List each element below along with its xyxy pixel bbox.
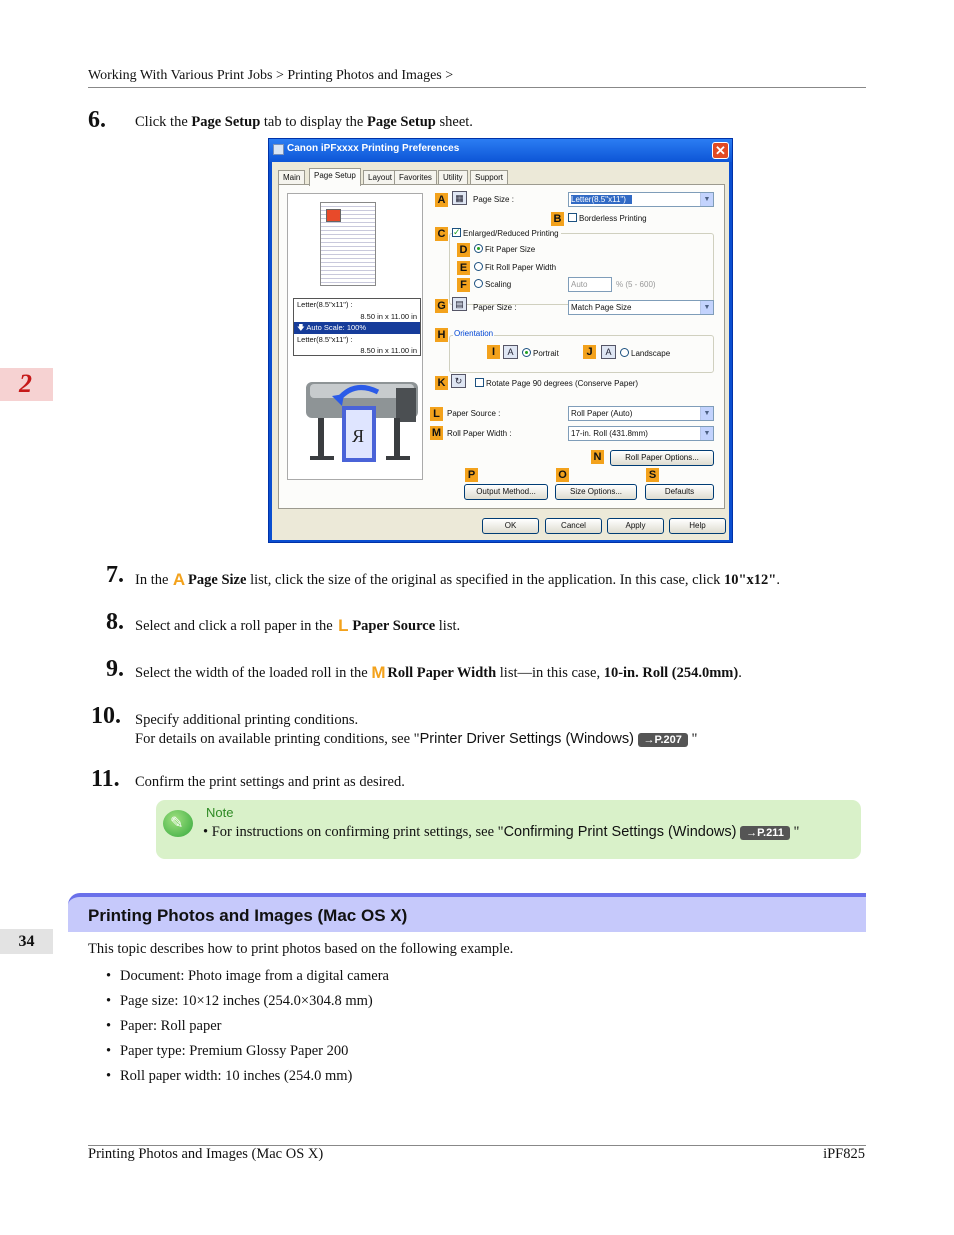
scaling-input[interactable]: Auto (568, 277, 612, 292)
page-size-icon: ▦ (452, 191, 467, 205)
marker-e: E (457, 261, 470, 275)
marker-a: A (435, 193, 448, 207)
page-preview (320, 202, 376, 286)
size-options-button[interactable]: Size Options... (555, 484, 637, 500)
paper-size-label: Paper Size : (473, 303, 517, 312)
marker-s: S (646, 468, 659, 482)
paper-orientation-glyph: R (351, 426, 364, 446)
list-item: • Paper: Roll paper (106, 1017, 389, 1042)
dialog-body (272, 162, 729, 540)
paper-source-label: Paper Source : (447, 409, 501, 418)
list-item: • Document: Photo image from a digital camera (106, 967, 389, 992)
step-number: 10. (91, 703, 121, 729)
help-button[interactable]: Help (669, 518, 726, 534)
scaling-radio[interactable]: Scaling (474, 279, 511, 291)
page-setup-panel (278, 184, 725, 509)
paper-size-icon: ▤ (452, 297, 467, 311)
note-box (156, 800, 861, 859)
tab-page-setup[interactable]: Page Setup (309, 168, 361, 186)
output-size-value: 8.50 in x 11.00 in (360, 346, 417, 355)
tab-main[interactable]: Main (278, 170, 305, 185)
footer-section-title: Printing Photos and Images (Mac OS X) (88, 1146, 324, 1162)
note-title: Note (206, 805, 234, 820)
step-number: 9. (106, 656, 124, 682)
tab-support[interactable]: Support (470, 170, 508, 185)
step-text: Select the width of the loaded roll in the M Roll Paper Width list—in this case, 10-in. Roll (254.0mm). (135, 663, 742, 682)
scaling-range: % (5 - 600) (616, 280, 656, 289)
note-text: • For instructions on confirming print settings, see "Confirming Print Settings (Windows) →P.211 " (203, 824, 800, 840)
marker-f: F (457, 278, 470, 292)
orientation-label: Orientation (454, 329, 494, 338)
pencil-icon (163, 810, 193, 837)
page-size-select[interactable]: Letter(8.5"x11") ▼ (568, 192, 714, 207)
marker-m-ref: M (371, 663, 386, 682)
output-method-button[interactable]: Output Method... (464, 484, 548, 500)
cancel-button[interactable]: Cancel (545, 518, 602, 534)
chevron-down-icon: ▼ (700, 427, 713, 440)
step-number: 11. (91, 766, 120, 792)
confirming-settings-link[interactable]: Confirming Print Settings (Windows) (503, 824, 737, 840)
borderless-checkbox[interactable]: Borderless Printing (568, 213, 647, 225)
close-button[interactable]: ✕ (712, 142, 729, 159)
marker-g: G (435, 299, 448, 313)
page-size-label: Page Size : (473, 195, 514, 204)
settings-preview (287, 193, 423, 480)
paper-source-select[interactable]: Roll Paper (Auto) ▼ (568, 406, 714, 421)
step-text: Specify additional printing conditions. (135, 712, 359, 728)
marker-o: O (556, 468, 569, 482)
chapter-tab[interactable] (0, 368, 53, 401)
roll-paper-options-button[interactable]: Roll Paper Options... (610, 450, 714, 466)
apply-button[interactable]: Apply (607, 518, 664, 534)
marker-b: B (551, 212, 564, 226)
step-text: Confirm the print settings and print as desired. (135, 774, 405, 790)
tab-layout[interactable]: Layout (363, 170, 397, 185)
marker-l-ref: L (338, 616, 349, 635)
header-rule (88, 87, 866, 88)
roll-width-label: Roll Paper Width : (447, 429, 512, 438)
marker-c: C (435, 227, 448, 241)
section-title: Printing Photos and Images (Mac OS X) (88, 906, 408, 925)
step-text: Select and click a roll paper in the L Paper Source list. (135, 616, 461, 635)
marker-j: J (583, 345, 596, 359)
list-item: • Roll paper width: 10 inches (254.0 mm) (106, 1067, 389, 1092)
tab-favorites[interactable]: Favorites (394, 170, 437, 185)
printer-driver-settings-link[interactable]: Printer Driver Settings (Windows) (419, 731, 634, 747)
auto-scale-indicator: 🡇 Auto Scale: 100% (294, 322, 420, 334)
breadcrumb: Working With Various Print Jobs > Printing Photos and Images > (88, 68, 454, 83)
output-size-label: Letter(8.5"x11") : (297, 334, 353, 344)
defaults-button[interactable]: Defaults (645, 484, 714, 500)
fit-paper-size-radio[interactable]: Fit Paper Size (474, 244, 535, 256)
fit-roll-width-radio[interactable]: Fit Roll Paper Width (474, 262, 556, 274)
step-number: 6. (88, 107, 106, 133)
size-info (293, 298, 421, 356)
roll-width-select[interactable]: 17-in. Roll (431.8mm) ▼ (568, 426, 714, 441)
chevron-down-icon: ▼ (700, 407, 713, 420)
paper-size-select[interactable]: Match Page Size ▼ (568, 300, 714, 315)
marker-k: K (435, 376, 448, 390)
photo-thumbnail (326, 209, 341, 222)
example-list (106, 967, 389, 1092)
ok-button[interactable]: OK (482, 518, 539, 534)
footer-model: iPF825 (823, 1146, 865, 1162)
step-number: 7. (106, 562, 124, 588)
tab-utility[interactable]: Utility (438, 170, 468, 185)
printing-preferences-dialog (268, 138, 733, 543)
list-item: • Paper type: Premium Glossy Paper 200 (106, 1042, 389, 1067)
marker-m: M (431, 427, 442, 439)
marker-a-ref: A (172, 570, 186, 589)
chapter-number: 2 (19, 369, 32, 398)
printer-illustration (296, 370, 420, 470)
rotate-page-icon: ↻ (451, 374, 466, 388)
step-text: Click the Page Setup tab to display the Page Setup sheet. (135, 114, 473, 130)
landscape-radio[interactable]: Landscape (620, 348, 670, 360)
section-heading (68, 893, 866, 932)
step-detail: For details on available printing conditions, see "Printer Driver Settings (Windows) →P.207 " (135, 731, 698, 747)
step-number: 8. (106, 609, 124, 635)
landscape-icon: A (601, 345, 616, 359)
printer-icon (273, 144, 284, 155)
portrait-icon: A (503, 345, 518, 359)
chevron-down-icon: ▼ (700, 193, 713, 206)
list-item: • Page size: 10×12 inches (254.0×304.8 mm) (106, 992, 389, 1017)
enlarged-checkbox[interactable]: ✓ Enlarged/Reduced Printing (452, 228, 561, 240)
page-ref-badge[interactable]: →P.211 (740, 826, 790, 840)
dialog-title: Canon iPFxxxx Printing Preferences (287, 143, 460, 154)
chevron-down-icon: ▼ (700, 301, 713, 314)
dialog-titlebar[interactable] (269, 139, 732, 162)
original-size-value: 8.50 in x 11.00 in (360, 311, 417, 321)
marker-i: I (487, 345, 500, 359)
marker-h: H (435, 328, 448, 342)
step-text: In the A Page Size list, click the size of the original as specified in the application. In this case, click 10"x12". (135, 570, 780, 589)
marker-n: N (591, 450, 604, 464)
page-number: 34 (0, 929, 53, 954)
rotate-page-checkbox[interactable]: Rotate Page 90 degrees (Conserve Paper) (475, 378, 638, 390)
portrait-radio[interactable]: Portrait (522, 348, 559, 360)
marker-d: D (457, 243, 470, 257)
original-size-label: Letter(8.5"x11") : (297, 300, 353, 309)
marker-l: L (430, 407, 443, 421)
section-intro: This topic describes how to print photos based on the following example. (88, 941, 514, 957)
marker-p: P (465, 468, 478, 482)
page-ref-badge[interactable]: →P.207 (638, 733, 688, 747)
